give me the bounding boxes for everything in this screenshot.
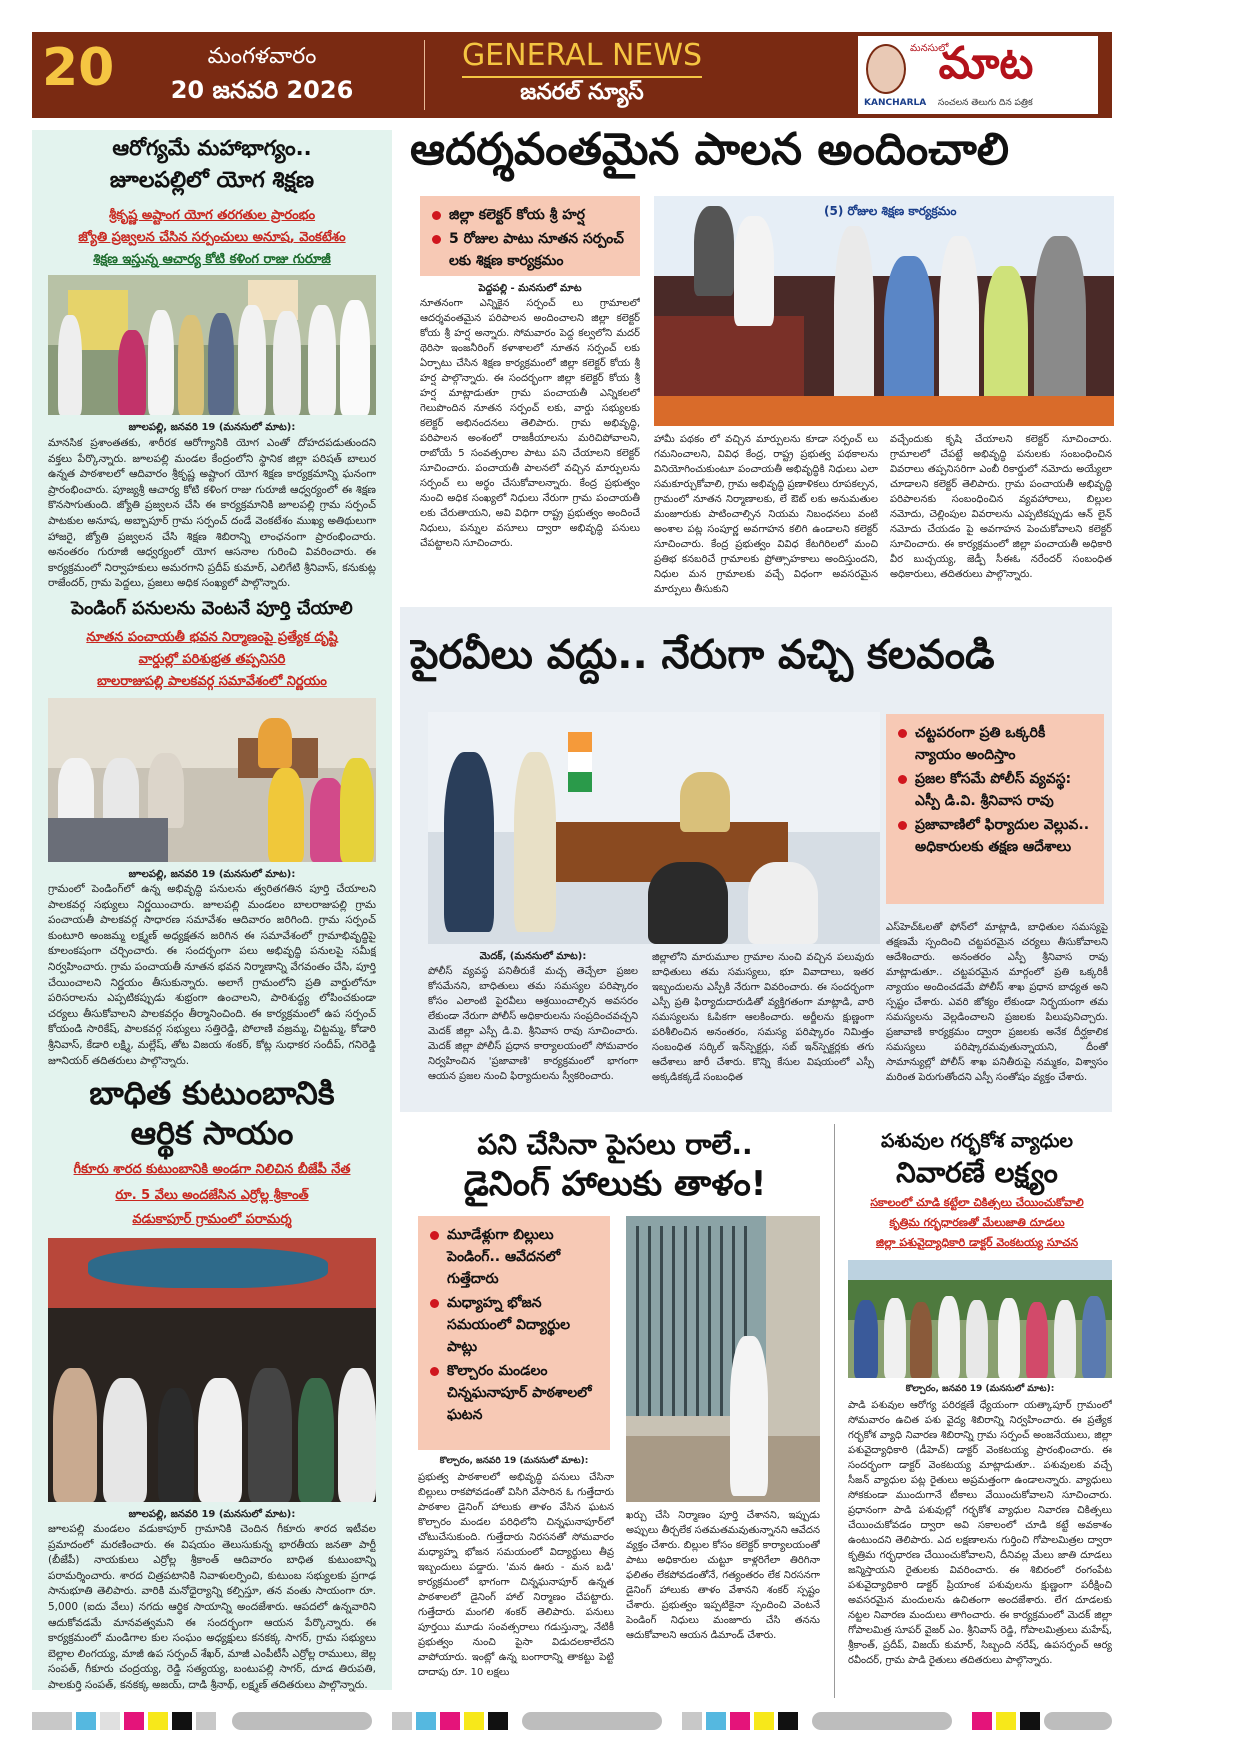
dining-col-2: ఖర్చు చేసి నిర్మాణం పూర్తి చేశానని, ఇప్పుడు అప్పులు తీర్చలేక సతమతమవుతున్నానని ఆవేదన వ్యక్తం చేశారు. బిల్లుల కోసం కలెక్టర్ కార్యాలయంతో పాటు అధికారుల చుట్టూ కాళ్లరిగేలా తిరిగినా ఫలితం లేకపోవడంతోనే, గత్యంతరం లేక నిరసనగా డైనింగ్ హాలుకు తాళం వేశానని శంకర్ స్పష్టం చేశారు. ప్రభుత్వం ఇప్పటికైనా స్పందించి వెంటనే పెండింగ్ నిధులు మంజూరు చేసి తనను ఆదుకోవాలని ఆయన డిమాండ్ చేశారు. [626, 1510, 820, 1641]
yoga-dateline: జూలపల్లి, జనవరి 19 (మనసులో మాట): [128, 422, 296, 433]
cattle-sub-1: సకాలంలో చూడి కట్టేలా చికిత్సలు చేయించుకోవాలి [870, 1196, 1084, 1209]
governance-col-2: హామీ పథకం లో వచ్చిన మార్పులను కూడా సర్పంచ్ లు గమనించాలని, వివిధ కేంద్ర, రాష్ట్ర ప్రభుత్వ పథకాలను వినియోగించుకుంటూ పంచాయతీ అభివృద్ధికి నిధులు ఎలా సమకూర్చుకోవాలి, గ్రామ అభివృద్ధి ప్రణాళికలు రూపకల్పన, గ్రామంలో నూతన నిర్మాణాలకు, లే ఔట్ లకు అనుమతుల మంజూరుకు పాటించాల్సిన నియమ నిబంధనలు వంటి అంశాల పట్ల సంపూర్ణ అవగాహన కలిగి ఉండాలని కలెక్టర్ సూచించారు. కేంద్ర ప్రభుత్వం వివిధ కేటగిరిలలో మంచి ప్రతిభ కనబరిచే గ్రామాలకు ప్రోత్సాహకాలు అందిస్తుందని, నిధుల మన గ్రామాలకు వచ్చే విధంగా అవసరమైన మార్పులు తీసుకుని [654, 434, 878, 595]
logo-portrait-icon [866, 44, 906, 94]
page-number: 20 [42, 38, 115, 98]
dining-bullet-3: కొల్చారం మండలం చిన్నఘనాపూర్ పాఠశాలలో ఘటన [430, 1360, 598, 1426]
dining-headline-1: పని చేసినా పైసలు రాలే.. [477, 1128, 753, 1161]
dining-dateline: కొల్చారం, జనవరి 19 (మనసులో మాట): [439, 1456, 589, 1466]
governance-dateline: పెద్దపల్లి - మనసులో మాట [478, 283, 582, 294]
police-bullets [886, 714, 1104, 904]
cattle-sub-2: కృత్రిమ గర్భధారణతో మేలుజాతి దూడలు [889, 1216, 1065, 1229]
bullet-dot-icon [898, 821, 907, 830]
bullet-dot-icon [432, 235, 441, 244]
yoga-headline-1: ఆరోగ్యమే మహాభాగ్యం.. [112, 136, 312, 160]
logo-brand: KANCHARLA [864, 98, 927, 108]
governance-headline: ఆదర్శవంతమైన పాలన అందించాలి [410, 124, 1010, 175]
masthead [32, 32, 1112, 118]
cattle-photo [848, 1260, 1112, 1378]
issue-date: 20 జనవరి 2026 [170, 76, 354, 104]
pending-sub-2: వార్డుల్లో పరిశుభ్రత తప్పనిసరి [138, 652, 286, 667]
dining-bullet-2: మధ్యాహ్న భోజన సమయంలో విద్యార్థుల పాట్లు [430, 1292, 598, 1358]
police-col-1: పోలీస్ వ్యవస్థ పనితీరుకే మచ్చ తెచ్చేలా ప్రజల కోసమేనని, బాధితులు తమ సమస్యల పరిష్కారం కోసం ఎలాంటి పైరవీలు ఆశ్రయించాల్సిన అవసరం లేకుండా నేరుగా పోలీస్ అధికారులను సంప్రదించవచ్చని మెదక్ జిల్లా ఎస్పీ డి.వి. శ్రీనివాస రావు సూచించారు. మెదక్ జిల్లా పోలీస్ ప్రధాన కార్యాలయంలో సోమవారం నిర్వహించిన 'ప్రజావాణి' కార్యక్రమంలో భాగంగా ఆయన ప్రజల నుంచి ఫిర్యాదులను స్వీకరించారు. [428, 966, 638, 1082]
governance-photo-banner: (5) రోజుల శిక్షణ కార్యక్రమం [824, 204, 957, 218]
pending-meeting-photo [48, 698, 376, 862]
section-title-en: GENERAL NEWS [461, 38, 703, 73]
police-col-2: జిల్లాలోని మారుమూల గ్రామాల నుంచి వచ్చిన పలువురు బాధితులు తమ సమస్యలు, భూ వివాదాలు, ఇతర ఇబ్బందులను ఎస్పీకి నేరుగా వివరించారు. ఈ సందర్భంగా ఎస్పీ ప్రతి ఫిర్యాదుదారుడితో వ్యక్తిగతంగా మాట్లాడి, వారి సమస్యలను ఓపికగా ఆలకించారు. అర్జీలను క్షుణ్ణంగా పరిశీలించిన అనంతరం, సమస్య పరిష్కారం నిమిత్తం సంబంధిత సర్కిల్ ఇన్‌స్పెక్టర్లు, సబ్ ఇన్‌స్పెక్టర్లకు తగు ఆదేశాలు జారీ చేశారు. కొన్ని కేసుల విషయంలో ఎస్పీ అక్కడికక్కడే సంబంధిత [652, 952, 874, 1083]
pending-sub-1: నూతన పంచాయతీ భవన నిర్మాణంపై ప్రత్యేక దృష్టి [86, 630, 338, 645]
governance-bullet-1: జిల్లా కలెక్టర్ కోయ శ్రీ హర్ష [432, 204, 628, 226]
police-bullet-1: చట్టపరంగా ప్రతి ఒక్కరికీ న్యాయం అందిస్తాం [898, 722, 1092, 766]
police-bullet-2: ప్రజల కోసమే పోలీస్ వ్యవస్థ: ఎస్పీ డి.వి. శ్రీనివాస రావు [898, 768, 1092, 812]
bullet-dot-icon [898, 775, 907, 784]
cattle-sub-3: జిల్లా పశువైద్యాధికారి డాక్టర్ వెంకటయ్య సూచన [875, 1236, 1079, 1249]
yoga-body: మానసిక ప్రశాంతతకు, శారీరక ఆరోగ్యానికి యోగ ఎంతో దోహదపడుతుందని వక్తలు పేర్కొన్నారు. జూలపల్లి మండల కేంద్రంలోని స్థానిక జిల్లా పరిషత్ బాలుర ఉన్నత పాఠశాలలో ఆదివారం శ్రీకృష్ణ అష్టాంగ యోగ శిక్షణ కార్యక్రమాన్ని ఘనంగా ప్రారంభించారు. పూజ్యశ్రీ ఆచార్య కోటి కళింగ రాజు గురూజీ ఆధ్వర్యంలో ఈ శిక్షణ కొనసాగుతుంది. జ్యోతి ప్రజ్వలన చేసి ఈ కార్యక్రమానికి జూలపల్లి గ్రామ సర్పంచ్ పాటకుల అనూష, అబ్బాపూర్ గ్రామ సర్పంచ్ దండే వెంకటేశం ముఖ్య అతిథులుగా హాజరై, జ్యోతి ప్రజ్వలన చేసి శిక్షణ శిబిరాన్ని లాంఛనంగా ప్రారంభించారు. అనంతరం గురూజీ ఆధ్వర్యంలో యోగ ఆసనాల గురించి వివరించారు. ఈ కార్యక్రమంలో నిర్వాహకులు అమరగాని ప్రదీప్ కుమార్, ఎలిగేటి శ్రీనివాస్, కనుకుట్ల రాజేందర్, గ్రామ పెద్దలు, ప్రజలు అధిక సంఖ్యలో పాల్గొన్నారు. [48, 437, 376, 590]
dining-photo [626, 1216, 820, 1502]
pending-dateline: జూలపల్లి, జనవరి 19 (మనసులో మాట): [128, 869, 296, 880]
logo-tagline: సంచలన తెలుగు దిన పత్రిక [938, 98, 1033, 108]
police-headline: పైరవీలు వద్దు.. నేరుగా వచ్చి కలవండి [410, 632, 995, 678]
police-col-3: ఎస్‌హెచ్‌ఓలతో ఫోన్‌లో మాట్లాడి, బాధితుల సమస్యపై తక్షణమే స్పందించి చట్టపరమైన చర్యలు తీసుకోవాలని ఆదేశించారు. అనంతరం ఎస్పీ శ్రీనివాస రావు మాట్లాడుతూ.. చట్టపరమైన మార్గంలో ప్రతి ఒక్కరికీ న్యాయం అందించడమే పోలీస్ శాఖ ప్రధాన బాధ్యత అని స్పష్టం చేశారు. ఎవరి జోక్యం లేకుండా నిర్భయంగా తమ సమస్యలను వెల్లడించాలని ప్రజలకు పిలుపునిచ్చారు. ప్రజావాణి కార్యక్రమం ద్వారా ప్రజలకు అనేక దీర్ఘకాలిక సమస్యలు పరిష్కారమవుతున్నాయని, దీంతో సామాన్యుల్లో పోలీస్ శాఖ పనితీరుపై నమ్మకం, విశ్వాసం మరింత పెరుగుతోందని ఎస్పీ సంతోషం వ్యక్తం చేశారు. [886, 922, 1108, 1083]
column-divider [834, 1124, 835, 1698]
aid-headline-2: ఆర్థిక సాయం [130, 1114, 294, 1152]
cattle-dateline: కొల్చారం, జనవరి 19 (మనసులో మాట): [905, 1384, 1055, 1394]
yoga-sub-1: శ్రీకృష్ణ అష్టాంగ యోగ తరగతుల ప్రారంభం [108, 208, 316, 223]
cattle-headline-1: పశువుల గర్భకోశ వ్యాధుల [880, 1130, 1074, 1152]
bullet-dot-icon [430, 1367, 439, 1376]
print-color-bar [32, 1712, 1112, 1730]
governance-col-1: నూతనంగా ఎన్నికైన సర్పంచ్ లు గ్రామాలలో ఆదర్శవంతమైన పరిపాలన అందించాలని జిల్లా కలెక్టర్ కోయ శ్రీ హర్ష అన్నారు. సోమవారం పెద్ద కల్వలోని మదర్ థెరిసా ఇంజనీరింగ్ కళాశాలలో నూతన సర్పంచ్ లకు ఏర్పాటు చేసిన శిక్షణ కార్యక్రమంలో జిల్లా కలెక్టర్ కోయ శ్రీ హర్ష పాల్గొన్నారు. ఈ సందర్భంగా జిల్లా కలెక్టర్ కోయ శ్రీ హర్ష మాట్లాడుతూ గ్రామ పంచాయతీ ఎన్నికలలో గెలుపొందిన నూతన సర్పంచ్ లకు, వార్డు సభ్యులకు కలెక్టర్ అభినందనలు తెలిపారు. గ్రామ అభివృద్ధి, పరిపాలన అంశంలో రాజకీయాలను మరిచిపోవాలని, రాబోయే 5 సంవత్సరాల పాటు పని చేయాలని కలెక్టర్ సూచించారు. పంచాయతీ పాలనలో వచ్చిన మార్పులను సర్పంచ్ లు అర్థం చేసుకోవాలన్నారు. కేంద్ర ప్రభుత్వం నుంచి అధిక సంఖ్యలో నిధులు నేరుగా గ్రామ పంచాయతీ లకు చేరుతాయని, అవి విధిగా రాష్ట్ర ప్రభుత్వం అందించే నిధులు, పన్నుల వసూలు ద్వారా అభివృద్ధి పనులు చేపట్టాలని సూచించారు. [420, 298, 640, 549]
governance-col-3: వచ్చేందుకు కృషి చేయాలని కలెక్టర్ సూచించారు. గ్రామాలలో చేపట్టే అభివృద్ధి పనులకు సంబంధించిన వివరాలు తప్పనిసరిగా ఎంబీ రికార్డులో నమోదు అయ్యేలా చూడాలని కలెక్టర్ తెలిపారు. గ్రామ పంచాయతీ అభివృద్ధి పరిపాలనకు సంబంధించిన వ్యవహారాలు, బిల్లుల నమోదు, చెల్లింపుల వివరాలను ఎప్పటికప్పుడు ఆన్ లైన్ నమోదు చేయడం పై అవగాహన పెంచుకోవాలని కలెక్టర్ సూచించారు. ఈ కార్యక్రమంలో జిల్లా పంచాయతీ అధికారి వీర బుచ్చయ్య, జెడ్పీ సీఈఓ నరేందర్ సంబంధిత అధికారులు, తదితరులు పాల్గొన్నారు. [890, 434, 1112, 580]
bullet-dot-icon [898, 729, 907, 738]
governance-bullets [420, 196, 640, 276]
dining-bullet-1: మూడేళ్లుగా బిల్లులు పెండింగ్.. ఆవేదనలో గుత్తేదారు [430, 1224, 598, 1290]
aid-dateline: జూలపల్లి, జనవరి 19 (మనసులో మాట): [128, 1509, 296, 1520]
police-bullet-3: ప్రజావాణిలో ఫిర్యాదుల వెల్లువ.. అధికారులకు తక్షణ ఆదేశాలు [898, 814, 1092, 858]
bullet-dot-icon [432, 211, 441, 220]
aid-sub-1: గీకూరు శారద కుటుంబానికి అండగా నిలిచిన బీజేపీ నేత [73, 1162, 351, 1177]
pending-headline: పెండింగ్ పనులను వెంటనే పూర్తి చేయాలి [71, 598, 353, 619]
yoga-photo [48, 275, 376, 415]
dining-headline-2: డైనింగ్ హాలుకు తాళం! [463, 1164, 767, 1204]
police-dateline: మెదక్, (మనసులో మాట): [479, 951, 587, 962]
pending-body: గ్రామంలో పెండింగ్‌లో ఉన్న అభివృద్ధి పనులను త్వరితగతిన పూర్తి చేయాలని పాలకవర్గ సభ్యులు నిర్ణయించారు. జూలపల్లి మండలం బాలరాజుపల్లి గ్రామ పంచాయతీ పాలకవర్గ సాధారణ సమావేశం ఆదివారం జరిగింది. గ్రామ సర్పంచ్ కుంటూరి అంజమ్మ లక్ష్మణ్ అధ్యక్షతన జరిగిన ఈ సమావేశంలో గ్రామాభివృద్ధిపై కూలంకషంగా చర్చించారు. ఈ సందర్భంగా పలు అభివృద్ధి పనులపై సమీక్ష నిర్వహించారు. గ్రామ పంచాయతీ నూతన భవన నిర్మాణాన్ని వేగవంతం చేసి, పూర్తి చేయించాలని నిర్ణయం తీసుకున్నారు. అలాగే గ్రామంలోని ప్రతి వార్డులోనూ పరిసరాలను ఎప్పటికప్పుడు శుభ్రంగా ఉంచాలని, పారిశుద్ధ్య లోపించకుండా చర్యలు తీసుకోవాలని పాలకవర్గం తీర్మానించింది. ఈ కార్యక్రమంలో ఉప సర్పంచ్ కోయండి సారికేష్, పాలకవర్గ సభ్యులు సత్తిరెడ్డి, పోలాణి వజ్రమ్మ, చిట్టమ్మ, కోడారి శ్రీనివాస్, కేడారి లక్ష్మి, మల్లేష్, తోట విజయ శంకర్, కోట్ల సుధాకర సందీప్, గనిరెడ్డి జూనియర్ తదితరులు పాల్గొన్నారు. [48, 883, 376, 1067]
section-title-rule [462, 76, 702, 78]
police-photo [428, 712, 880, 944]
aid-photo [48, 1238, 376, 1502]
newspaper-logo [858, 36, 1098, 114]
aid-headline-1: బాధిత కుటుంబానికి [89, 1074, 335, 1112]
cattle-headline-2: నివారణే లక్ష్యం [896, 1156, 1058, 1189]
logo-small-text: మనసులో [910, 43, 949, 54]
bullet-dot-icon [430, 1299, 439, 1308]
yoga-headline-2: జూలపల్లిలో యోగ శిక్షణ [109, 168, 315, 193]
dining-col-1: ప్రభుత్వ పాఠశాలలో అభివృద్ధి పనులు చేసినా బిల్లులు రాకపోవడంతో విసిగి వేసారిన ఓ గుత్తేదారు పాఠశాల డైనింగ్ హాలుకు తాళం వేసిన ఘటన కొల్చారం మండల పరిధిలోని చిన్నఘనాపూర్‌లో చోటుచేసుకుంది. గుత్తేదారు నిరసనతో సోమవారం మధ్యాహ్న భోజన సమయంలో విద్యార్థులు తీవ్ర ఇబ్బందులు పడ్డారు. 'మన ఊరు - మన బడి' కార్యక్రమంలో భాగంగా చిన్నఘనాపూర్ ఉన్నత పాఠశాలలో డైనింగ్ హాల్ నిర్మాణం చేపట్టారు. గుత్తేదారు మంగలి శంకర్ తెలిపారు. పనులు పూర్తయి మూడు సంవత్సరాలు గడుస్తున్నా, నేటికీ ప్రభుత్వం నుంచి పైసా విడుదలకాలేదని వాపోయారు. ఇంట్లో ఉన్న బంగారాన్ని తాకట్టు పెట్టి దాదాపు రూ. 10 లక్షలు [418, 1472, 614, 1678]
pending-sub-3: బాలరాజుపల్లి పాలకవర్గ సమావేశంలో నిర్ణయం [97, 674, 327, 689]
section-title-te: జనరల్ న్యూస్ [520, 80, 644, 105]
governance-photo [654, 196, 1114, 426]
masthead-divider [424, 40, 425, 110]
aid-body: జూలపల్లి మండలం వడుకాపూర్ గ్రామానికి చెందిన గీకూరు శారద ఇటీవల ప్రమాదంలో మరణించారు. ఈ విషయం తెలుసుకున్న భారతీయ జనతా పార్టీ (బీజేపీ) నాయకులు ఎర్రోల్ల శ్రీకాంత్ ఆదివారం బాధిత కుటుంబాన్ని పరామర్శించారు. శారద చిత్రపటానికి నివాళులర్పించి, కుటుంబ సభ్యులకు ప్రగాఢ సానుభూతి తెలిపారు. వారికి మనోధైర్యాన్ని కల్పిస్తూ, తన వంతు సాయంగా రూ. 5,000 (ఐదు వేలు) నగదు ఆర్థిక సాయాన్ని అందజేశారు. ఆపదలో ఉన్నవారిని ఆదుకోవడమే మానవత్వమని ఈ సందర్భంగా ఆయన పేర్కొన్నారు. ఈ కార్యక్రమంలో మండిగాల కుల సంఘం అధ్యక్షులు కనకక్క సాగర్, గ్రామ సభ్యులు బెల్లాల లింగయ్య, మాజీ ఉప సర్పంచ్ శేఖర్, మాజీ ఎంపీటీసీ ఎర్రోల్ల రాములు, జెల్ల సంపత్, గీకూరు చంద్రయ్య, రెడ్డి సత్యయ్య, బంటుపల్లి సాగర్, దూడ తిరుపతి, పాలకుర్తి సంపత్, కనకక్క అజయ్, దాడి శ్రీనాథ్, లక్ష్మణ్ తదితరులు పాల్గొన్నారు. [48, 1523, 376, 1691]
dining-bullets [418, 1216, 610, 1450]
yoga-sub-3: శిక్షణ ఇస్తున్న ఆచార్య కోటి కళింగ రాజు గురూజీ [93, 252, 331, 267]
bullet-dot-icon [430, 1231, 439, 1240]
governance-bullet-2: 5 రోజుల పాటు నూతన సర్పంచ్ లకు శిక్షణ కార్యక్రమం [432, 228, 628, 272]
issue-day: మంగళవారం [207, 44, 317, 69]
cattle-body: పాడి పశువుల ఆరోగ్య పరిరక్షణే ధ్యేయంగా యత్కాపూర్ గ్రామంలో సోమవారం ఉచిత పశు వైద్య శిబిరాన్ని నిర్వహించారు. ఈ ప్రత్యేక గర్భకోశ వ్యాధి నివారణ శిబిరాన్ని గ్రామ సర్పంచ్ అంజనేయులు, జిల్లా పశువైద్యాధికారి (డీహెచ్) డాక్టర్ వెంకటయ్య ప్రారంభించారు. ఈ సందర్భంగా డాక్టర్ వెంకటయ్య మాట్లాడుతూ.. పశువులకు వచ్చే సీజన్ వ్యాధుల పట్ల రైతులు అప్రమత్తంగా ఉండాలన్నారు. వ్యాధులు సోకకుండా ముందుగానే టీకాలు వేయించుకోవాలని సూచించారు. ప్రధానంగా పాడి పశువుల్లో గర్భకోశ వ్యాధుల నివారణ చికిత్సలు చేయించుకోవడం ద్వారా అవి సకాలంలో చూడి కట్టే అవకాశం ఉంటుందని తెలిపారు. ఎద లక్షణాలను గుర్తించి గోపాలమిత్రల ద్వారా కృత్రిమ గర్భధారణ చేయించుకోవాలని, దీనివల్ల మేలు జాతి దూడలు జన్మిస్తాయని రైతులకు వివరించారు. ఈ శిబిరంలో రంగంపేట పశువైద్యాధికారి డాక్టర్ ప్రియాంక పశువులను క్షుణ్ణంగా పరీక్షించి అవసరమైన మందులను ఉచితంగా అందజేశారు. లేగ దూడలకు నట్టల నివారణ మందులు తాగించారు. ఈ కార్యక్రమంలో మెదక్ జిల్లా గోపాలమిత్ర సూపర్ వైజర్ ఎం. శ్రీనివాస్ రెడ్డి, గోపాలమిత్రులు మహేష్, శ్రీకాంత్, ప్రదీప్, విజయ్ కుమార్, సిబ్బంది నరేష్, ఉపసర్పంచ్ ఆర్య రవీందర్, గ్రామ పాడి రైతులు తదితరులు పాల్గొన్నారు. [848, 1400, 1112, 1666]
aid-sub-2: రూ. 5 వేలు అందజేసిన ఎర్రోల్ల శ్రీకాంత్ [115, 1188, 309, 1203]
aid-sub-3: వడుకాపూర్ గ్రామంలో పరామర్శ [132, 1212, 292, 1227]
yoga-sub-2: జ్యోతి ప్రజ్వలన చేసిన సర్పంచులు అనూష, వెంకటేశం [78, 230, 346, 245]
logo-main-text: మాట [938, 38, 1034, 89]
